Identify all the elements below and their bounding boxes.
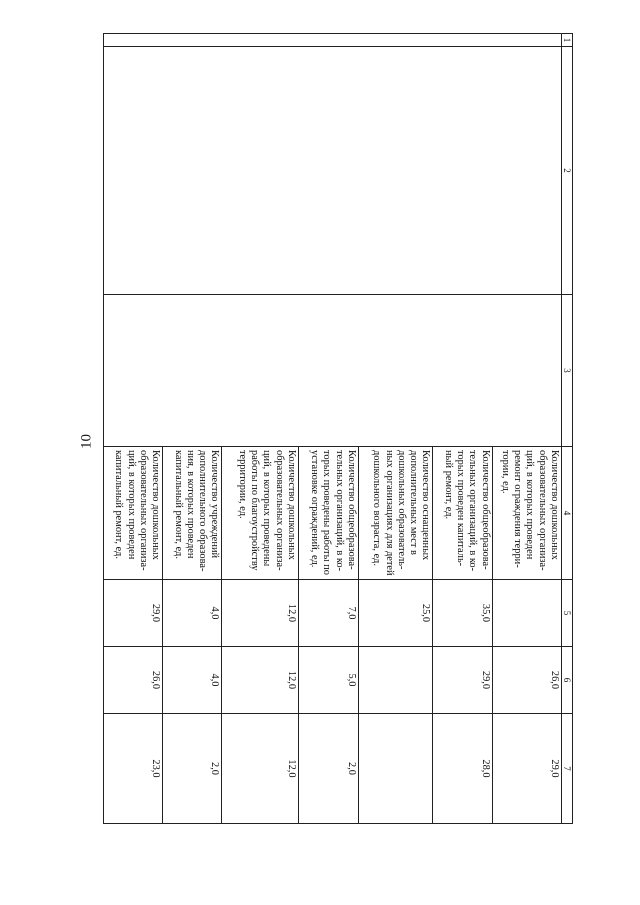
indicator-cell: Количество дошкольных образовательных организа-ций, в которых проведен ремонт ограждения терри-тории, ед.: [492, 447, 561, 580]
value-col7: 28,0: [433, 714, 492, 824]
indicator-cell: Количество общеобразова-тельных организаций, в ко-торых проведены работы по установке ограждений, ед.: [298, 447, 358, 580]
value-col7: 2,0: [163, 714, 222, 824]
value-col7: [359, 714, 433, 824]
value-col5: 29,0: [104, 580, 163, 647]
col1-cell: [104, 34, 562, 47]
indicator-cell: Количество дошкольных образовательных организа-ций, в которых проведены работы по благоустройству территории, ед.: [222, 447, 299, 580]
value-col7: 23,0: [104, 714, 163, 824]
header-col-1: 1: [562, 34, 573, 47]
table-row: [492, 34, 561, 824]
value-col7: 29,0: [492, 714, 561, 824]
indicators-table: [103, 33, 573, 824]
indicator-cell: Количество учреждений дополнительного образова-ния, в которых проведен капитальный ремонт, ед.: [163, 447, 222, 580]
value-col6: 26,0: [104, 647, 163, 714]
value-col6: 12,0: [222, 647, 299, 714]
value-col6: 29,0: [433, 647, 492, 714]
value-col6: 5,0: [298, 647, 358, 714]
value-col6: [359, 647, 433, 714]
value-col5: 4,0: [163, 580, 222, 647]
value-col5: 12,0: [222, 580, 299, 647]
header-col-4: 4: [562, 447, 573, 580]
header-col-7: 7: [562, 714, 573, 824]
header-col-2: 2: [562, 47, 573, 295]
value-col6: 4,0: [163, 647, 222, 714]
value-col7: 12,0: [222, 714, 299, 824]
value-col5: [492, 580, 561, 647]
header-col-6: 6: [562, 647, 573, 714]
col2-cell: [104, 47, 562, 295]
indicator-cell: Количество оснащенных дополнительных мест в дошкольных образователь-ных организациях для детей дошкольного возраста, ед.: [359, 447, 433, 580]
indicator-cell: Количество дошкольных образовательных организа-ций, в которых проведен капитальный ремонт, ед.: [104, 447, 163, 580]
value-col5: 7,0: [298, 580, 358, 647]
header-col-5: 5: [562, 580, 573, 647]
col3-cell: [104, 295, 562, 447]
value-col7: 2,0: [298, 714, 358, 824]
header-row: [562, 34, 573, 824]
value-col5: 35,0: [433, 580, 492, 647]
page-number: 10: [78, 434, 95, 449]
header-col-3: 3: [562, 295, 573, 447]
rotated-table-wrapper: [103, 33, 573, 823]
value-col6: 26,0: [492, 647, 561, 714]
value-col5: 25,0: [359, 580, 433, 647]
indicator-cell: Количество общеобразова-тельных организаций, в ко-торых проведен капиталь-ный ремонт, ед.: [433, 447, 492, 580]
